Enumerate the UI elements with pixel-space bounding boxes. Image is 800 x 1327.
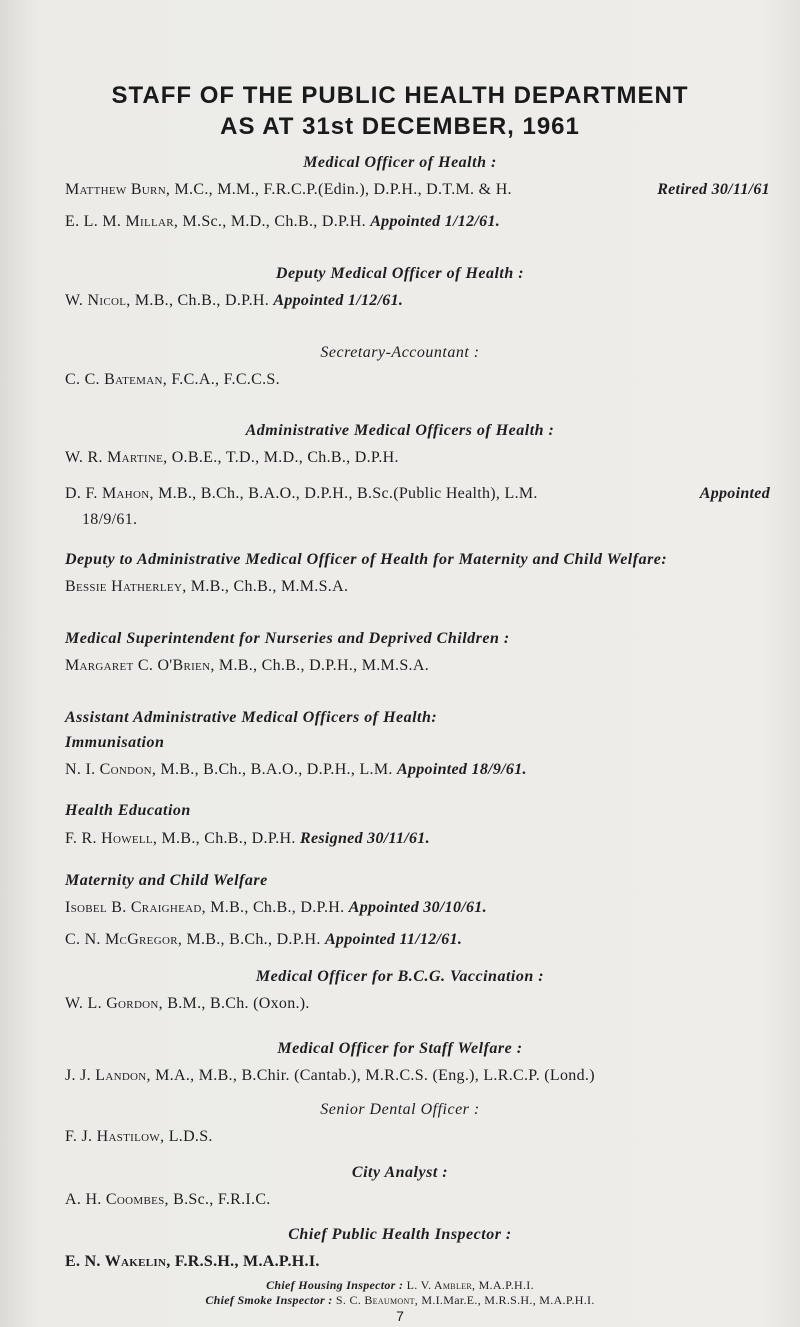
section-heading-staff-welfare: Medical Officer for Staff Welfare : (277, 1040, 523, 1057)
staff-name: E. L. M. Millar, (65, 213, 179, 230)
staff-name: C. C. Bateman, (65, 371, 168, 388)
staff-entry (65, 181, 770, 199)
staff-note: Appointed (699, 485, 770, 502)
staff-qualifications: M.B., B.Ch., D.P.H. (182, 931, 321, 948)
staff-name: D. F. Mahon, (65, 485, 154, 502)
staff-note: Retired 30/11/61 (657, 181, 770, 198)
staff-qualifications: F.C.A., F.C.C.S. (167, 371, 280, 388)
page-number: 7 (396, 1308, 404, 1324)
section-heading-secretary: Secretary-Accountant : (320, 344, 480, 361)
staff-qualifications: M.I.Mar.E., M.R.S.H., M.A.P.H.I. (418, 1293, 595, 1307)
staff-qualifications: M.Sc., M.D., Ch.B., D.P.H. (178, 213, 366, 230)
section-heading-phi: Chief Public Health Inspector : (288, 1226, 512, 1243)
section-heading-bcg: Medical Officer for B.C.G. Vaccination : (255, 968, 545, 985)
section-heading-dmoh: Deputy Medical Officer of Health : (275, 265, 525, 282)
staff-name: Bessie Hatherley, (65, 578, 187, 595)
staff-qualifications: M.A., M.B., B.Chir. (Cantab.), M.R.C.S. (Eng.), L.R.C.P. (Lond.) (150, 1067, 595, 1084)
staff-qualifications: L.D.S. (164, 1128, 213, 1145)
page-title: STAFF OF THE PUBLIC HEALTH DEPARTMENT (111, 82, 689, 109)
staff-entry (65, 1128, 770, 1146)
staff-qualifications: M.A.P.H.I. (475, 1278, 534, 1292)
staff-entry (65, 1191, 770, 1209)
section-heading-assistant: Assistant Administrative Medical Officers of Health: (65, 709, 438, 726)
staff-note: Appointed 11/12/61. (324, 931, 463, 948)
staff-entry (65, 931, 770, 949)
staff-qualifications: M.B., Ch.B., D.P.H. (205, 899, 345, 916)
staff-entry (65, 213, 770, 231)
staff-name: C. N. McGregor, (65, 931, 183, 948)
staff-entry (65, 1253, 770, 1271)
staff-qualifications: M.B., Ch.B., D.P.H. (130, 292, 270, 309)
housing-smoke-line (0, 1278, 800, 1293)
staff-name: W. L. Gordon, (65, 995, 163, 1012)
smoke-line (0, 1293, 800, 1308)
staff-qualifications: M.B., B.Ch., B.A.O., D.P.H., B.Sc.(Public Health), L.M. (153, 485, 538, 502)
staff-qualifications: O.B.E., T.D., M.D., Ch.B., D.P.H. (167, 449, 399, 466)
page-subtitle: AS AT 31st DECEMBER, 1961 (220, 113, 580, 140)
section-heading-smoke: Chief Smoke Inspector : (205, 1293, 333, 1307)
staff-note: Appointed 30/10/61. (348, 899, 487, 916)
subheading-immunisation: Immunisation (65, 734, 165, 751)
subheading-health-education: Health Education (65, 802, 191, 819)
staff-name: E. N. Wakelin, (65, 1253, 171, 1270)
section-heading-nurseries: Medical Superintendent for Nurseries and Deprived Children : (65, 630, 510, 647)
staff-entry (65, 761, 770, 779)
staff-name: W. Nicol, (65, 292, 131, 309)
staff-entry (65, 1067, 770, 1085)
staff-name: S. C. Beaumont, (335, 1293, 419, 1307)
section-heading-analyst: City Analyst : (351, 1164, 449, 1181)
staff-entry (65, 371, 770, 389)
staff-entry-continuation: 18/9/61. (82, 511, 138, 528)
staff-entry (65, 995, 770, 1013)
staff-name: N. I. Condon, (65, 761, 157, 778)
staff-qualifications: F.R.S.H., M.A.P.H.I. (170, 1253, 320, 1270)
staff-qualifications: M.B., B.Ch., B.A.O., D.P.H., L.M. (156, 761, 393, 778)
staff-name: L. V. Ambler, (406, 1278, 476, 1292)
staff-note: Appointed 1/12/61. (273, 292, 404, 309)
staff-entry (65, 657, 770, 675)
staff-entry (65, 578, 770, 596)
staff-note: Appointed 18/9/61. (396, 761, 527, 778)
staff-name: F. J. Hastilow, (65, 1128, 165, 1145)
staff-qualifications: B.Sc., F.R.I.C. (168, 1191, 271, 1208)
staff-entry (65, 899, 770, 917)
staff-name: F. R. Howell, (65, 830, 158, 847)
staff-entry (65, 292, 770, 310)
staff-name: J. J. Landon, (65, 1067, 151, 1084)
staff-entry (65, 449, 770, 467)
staff-qualifications: M.C., M.M., F.R.C.P.(Edin.), D.P.H., D.T.M. & H. (170, 181, 512, 198)
staff-note: Appointed 1/12/61. (370, 213, 501, 230)
subheading-maternity: Maternity and Child Welfare (65, 872, 268, 889)
staff-entry (65, 830, 770, 848)
staff-name: A. H. Coombes, (65, 1191, 169, 1208)
staff-name: Margaret C. O'Brien, (65, 657, 215, 674)
staff-name: Matthew Burn, (65, 181, 171, 198)
staff-name: W. R. Martine, (65, 449, 168, 466)
section-heading-housing: Chief Housing Inspector : (266, 1278, 404, 1292)
section-heading-dental: Senior Dental Officer : (320, 1101, 480, 1118)
staff-qualifications: M.B., Ch.B., M.M.S.A. (186, 578, 349, 595)
staff-qualifications: M.B., Ch.B., D.P.H. (157, 830, 296, 847)
section-heading-amoh: Administrative Medical Officers of Health : (245, 422, 555, 439)
footer-band (0, 1278, 800, 1327)
staff-entry (65, 485, 770, 503)
section-heading-damo: Deputy to Administrative Medical Officer of Health for Maternity and Child Welfare: (65, 551, 668, 568)
staff-qualifications: B.M., B.Ch. (Oxon.). (162, 995, 310, 1012)
staff-name: Isobel B. Craighead, (65, 899, 206, 916)
staff-qualifications: M.B., Ch.B., D.P.H., M.M.S.A. (214, 657, 430, 674)
staff-note: Resigned 30/11/61. (300, 830, 430, 847)
section-heading-moh: Medical Officer of Health : (303, 154, 497, 171)
